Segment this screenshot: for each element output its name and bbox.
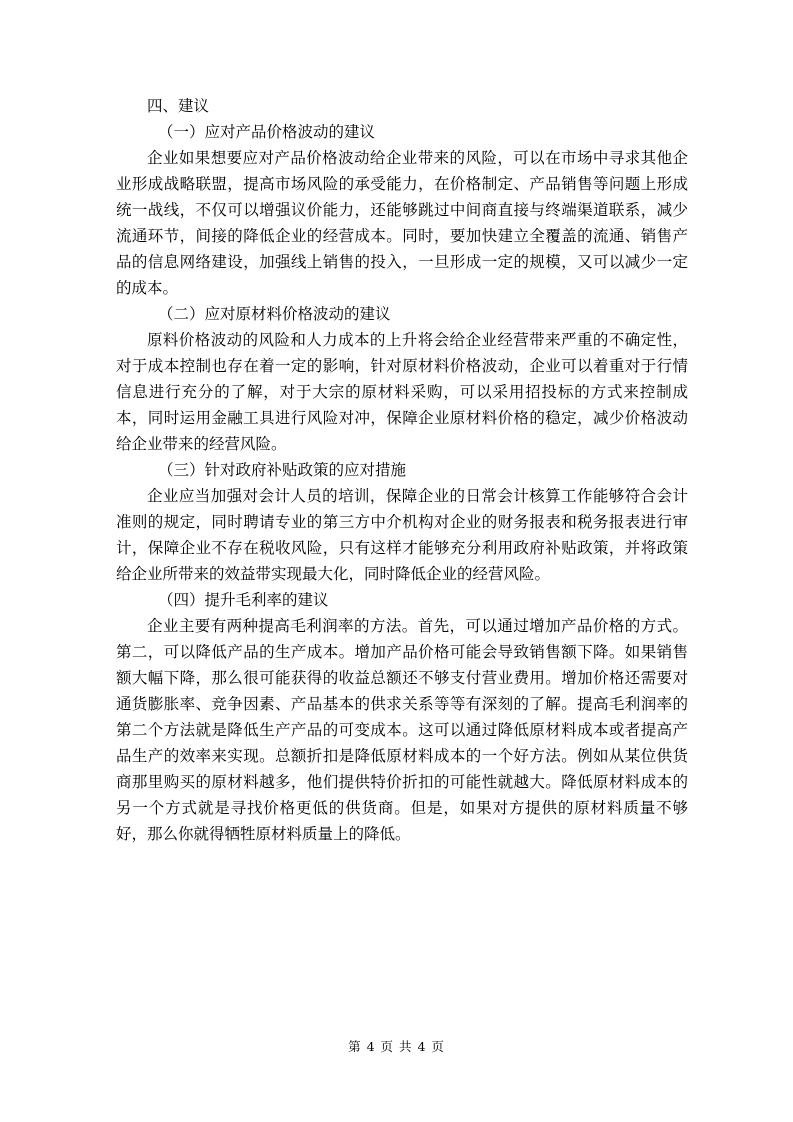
document-body xyxy=(116,93,688,847)
subsection-paragraph-1: 企业如果想要应对产品价格波动给企业带来的风险，可以在市场中寻求其他企业形成战略联盟，提高市场风险的承受能力，在价格制定、产品销售等问题上形成统一战线，不仅可以增强议价能力，还能够跳过中间商直接与终端渠道联系，减少流通环节，间接的降低企业的经营成本。同时，要加快建立全覆盖的流通、销售产品的信息网络建设，加强线上销售的投入，一旦形成一定的规模，又可以减少一定的成本。 xyxy=(116,149,688,297)
subsection-paragraph-4: 企业主要有两种提高毛利润率的方法。首先，可以通过增加产品价格的方式。第二，可以降低产品的生产成本。增加产品价格可能会导致销售额下降。如果销售额大幅下降，那么很可能获得的收益总额还不够支付营业费用。增加价格还需要对通货膨胀率、竞争因素、产品基本的供求关系等等有深刻的了解。提高毛利润率的第二个方法就是降低生产产品的可变成本。这可以通过降低原材料成本或者提高产品生产的效率来实现。总额折扣是降低原材料成本的一个好方法。例如从某位供货商那里购买的原材料越多，他们提供特价折扣的可能性就越大。降低原材料成本的另一个方式就是寻找价格更低的供货商。但是，如果对方提供的原材料质量不够好，那么你就得牺牲原材料质量上的降低。 xyxy=(116,617,688,843)
page-number-footer: 第 4 页 共 4 页 xyxy=(348,1039,445,1054)
subsection-heading-4: （四）提升毛利率的建议 xyxy=(158,591,329,609)
subsection-heading-1: （一）应对产品价格波动的建议 xyxy=(158,123,376,141)
subsection-paragraph-3: 企业应当加强对会计人员的培训，保障企业的日常会计核算工作能够符合会计准则的规定，同时聘请专业的第三方中介机构对企业的财务报表和税务报表进行审计，保障企业不存在税收风险，只有这样才能够充分利用政府补贴政策，并将政策给企业所带来的效益带实现最大化，同时降低企业的经营风险。 xyxy=(116,487,688,583)
section-title: 四、建议 xyxy=(147,97,210,115)
subsection-paragraph-2: 原料价格波动的风险和人力成本的上升将会给企业经营带来严重的不确定性，对于成本控制也存在着一定的影响，针对原材料价格波动，企业可以着重对于行情信息进行充分的了解，对于大宗的原材料采购，可以采用招投标的方式来控制成本，同时运用金融工具进行风险对冲，保障企业原材料价格的稳定，减少价格波动给企业带来的经营风险。 xyxy=(116,331,688,453)
subsection-heading-3: （三）针对政府补贴政策的应对措施 xyxy=(158,461,407,479)
subsection-heading-2: （二）应对原材料价格波动的建议 xyxy=(158,305,391,323)
